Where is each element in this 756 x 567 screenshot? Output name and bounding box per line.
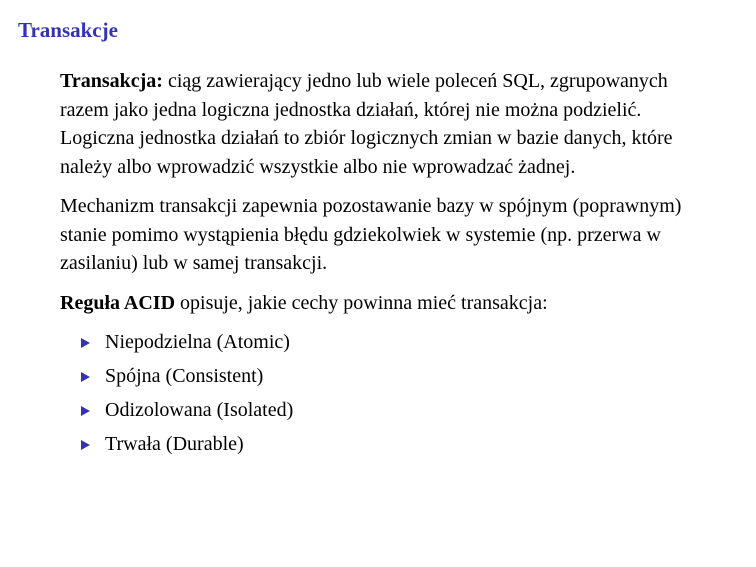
acid-item-label: Odizolowana (Isolated)	[105, 399, 294, 421]
acid-text: opisuje, jakie cechy powinna mieć transakcja:	[175, 291, 548, 314]
bullet-triangle-icon	[81, 406, 90, 416]
acid-item-atomic	[60, 328, 720, 357]
bullet-triangle-icon	[81, 372, 90, 382]
acid-list	[60, 328, 720, 459]
acid-item-label: Niepodzielna (Atomic)	[105, 331, 290, 353]
definition-text-continued: Logiczna jednostka działań to zbiór logicznych zmian w bazie danych, które należy albo wprowadzić wszystkie albo nie wprowadzać żadnej.	[60, 127, 673, 178]
slide-title: Transakcje	[18, 18, 118, 42]
definition-text: ciąg zawierający jedno lub wiele poleceń SQL, zgrupowanych razem jako jedna logiczna jednostka działań, której nie można podzielić.	[60, 70, 668, 121]
slide-content	[60, 67, 720, 464]
bullet-triangle-icon	[81, 440, 90, 450]
definition-paragraph	[60, 67, 720, 181]
definition-term: Transakcja:	[60, 70, 163, 92]
bullet-triangle-icon	[81, 338, 90, 348]
acid-paragraph	[60, 289, 720, 318]
acid-item-label: Trwała (Durable)	[105, 433, 244, 455]
mechanism-paragraph: Mechanizm transakcji zapewnia pozostawanie bazy w spójnym (poprawnym) stanie pomimo wystąpienia błędu gdziekolwiek w systemie (np. przerwa w zasilaniu) lub w samej transakcji.	[60, 195, 682, 274]
acid-item-consistent	[60, 362, 720, 391]
acid-item-label: Spójna (Consistent)	[105, 365, 264, 387]
acid-item-durable	[60, 430, 720, 459]
acid-term: Reguła ACID	[60, 291, 176, 314]
acid-item-isolated	[60, 396, 720, 425]
